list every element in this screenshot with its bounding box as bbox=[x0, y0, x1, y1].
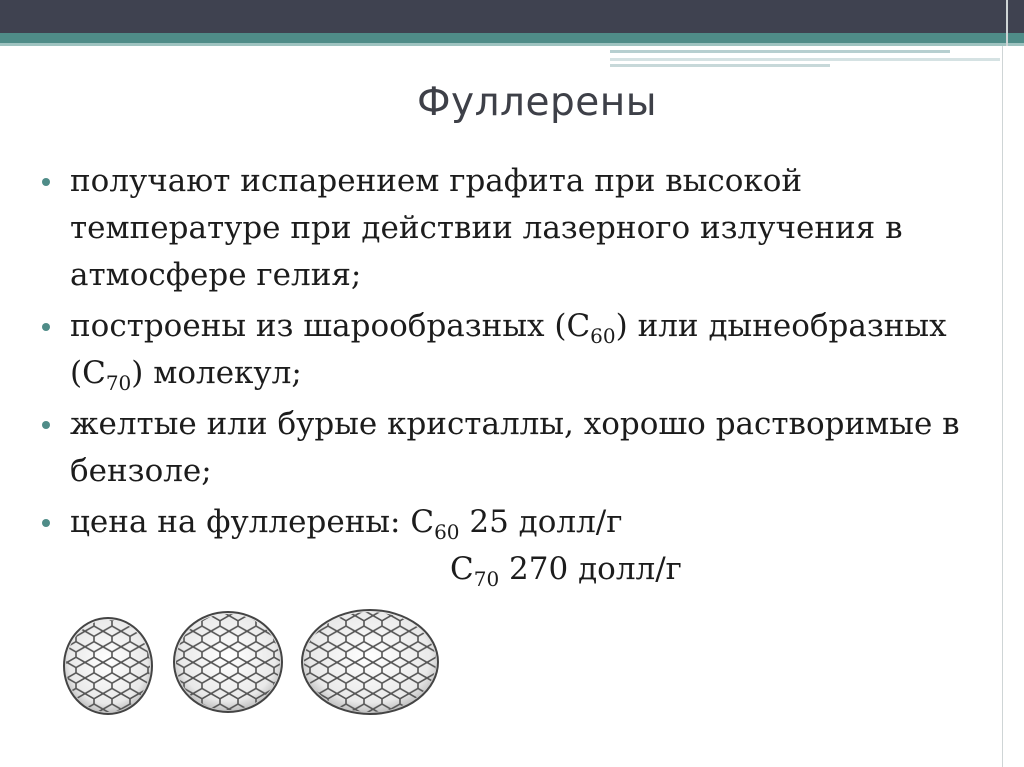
price-line-c70 bbox=[70, 546, 998, 593]
formula-letter: C bbox=[450, 551, 474, 587]
molecule-c60-left bbox=[64, 618, 152, 714]
subscript: 70 bbox=[105, 371, 132, 395]
bullet-text: ) молекул; bbox=[131, 355, 302, 391]
subscript: 60 bbox=[590, 324, 616, 348]
molecule-c60-middle bbox=[174, 612, 282, 712]
bullet-text: получают испарением графита при высокой температуре при действии лазерного излучения в атмосфере гелия; bbox=[70, 163, 903, 293]
price-line-c60 bbox=[70, 499, 998, 546]
slide-title: Фуллерены bbox=[416, 80, 658, 125]
bullet-dot bbox=[42, 421, 50, 429]
fullerene-molecules-illustration bbox=[58, 600, 458, 728]
teal-decor-band-thin bbox=[0, 43, 1024, 46]
bullet-text: ) или дынеобразных (C bbox=[70, 308, 947, 391]
right-decor-rule bbox=[1006, 0, 1008, 46]
bullet-dot bbox=[42, 178, 50, 186]
price-value: 25 долл/г bbox=[459, 504, 623, 540]
bullet-dot bbox=[42, 519, 50, 527]
subscript: 70 bbox=[473, 567, 500, 591]
bullet-list bbox=[38, 158, 998, 597]
bullet-text: цена на фуллерены: C bbox=[70, 504, 435, 540]
bullet-dot bbox=[42, 323, 50, 331]
price-value: 270 долл/г bbox=[499, 551, 682, 587]
decor-stripe bbox=[610, 58, 1000, 61]
right-decor-rule bbox=[1002, 46, 1003, 767]
molecule-c70-right bbox=[302, 610, 438, 714]
bullet-item bbox=[38, 401, 998, 495]
bullet-text: желтые или бурые кристаллы, хорошо растворимые в бензоле; bbox=[70, 406, 960, 489]
teal-decor-band bbox=[0, 33, 1024, 43]
bullet-item bbox=[38, 303, 998, 397]
top-decor-bar bbox=[0, 0, 1024, 33]
bullet-text: построены из шарообразных (C bbox=[70, 308, 591, 344]
bullet-item bbox=[38, 158, 998, 299]
decor-stripe bbox=[610, 64, 830, 67]
subscript: 60 bbox=[434, 520, 460, 544]
bullet-item bbox=[38, 499, 998, 593]
decor-stripe bbox=[610, 50, 950, 53]
